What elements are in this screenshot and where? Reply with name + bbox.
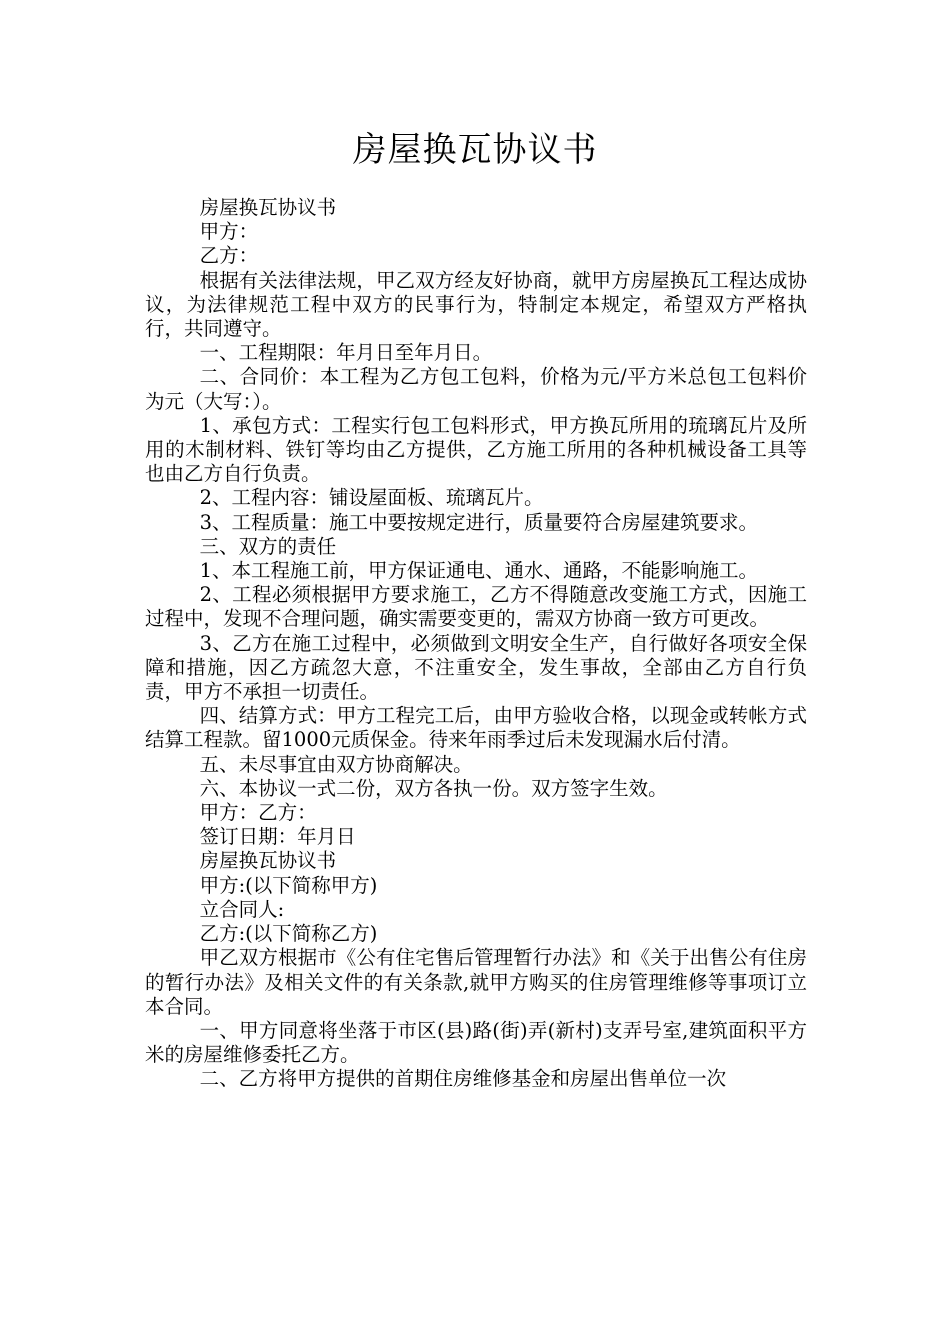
paragraph: 甲方：乙方： xyxy=(199,801,317,825)
paragraph: 二、乙方将甲方提供的首期住房维修基金和房屋出售单位一次 xyxy=(199,1067,727,1091)
paragraph: 根据有关法律法规，甲乙双方经友好协商，就甲方房屋换瓦工程达成协议，为法律规范工程中双方的民事行为，特制定本规定，希望双方严格执行，共同遵守。 xyxy=(145,268,807,341)
paragraph: 房屋换瓦协议书 xyxy=(199,196,337,219)
paragraph: 三、双方的责任 xyxy=(199,534,337,558)
paragraph: 1、本工程施工前，甲方保证通电、通水、通路，不能影响施工。 xyxy=(199,559,759,583)
paragraph: 立合同人: xyxy=(199,897,285,921)
document-body xyxy=(145,196,807,1092)
paragraph: 乙方:(以下简称乙方) xyxy=(199,922,378,946)
paragraph: 签订日期：年月日 xyxy=(199,825,356,849)
paragraph: 甲方:(以下简称甲方) xyxy=(199,873,378,897)
paragraph: 3、乙方在施工过程中，必须做到文明安全生产，自行做好各项安全保障和措施，因乙方疏忽大意，不注重安全，发生事故，全部由乙方自行负责，甲方不承担一切责任。 xyxy=(145,631,807,704)
paragraph: 四、结算方式：甲方工程完工后，由甲方验收合格，以现金或转帐方式结算工程款。留1000元质保金。待来年雨季过后未发现漏水后付清。 xyxy=(145,704,807,752)
paragraph: 甲乙双方根据市《公有住宅售后管理暂行办法》和《关于出售公有住房的暂行办法》及相关文件的有关条款,就甲方购买的住房管理维修等事项订立本合同。 xyxy=(145,946,807,1018)
paragraph: 甲方： xyxy=(199,220,259,244)
paragraph: 二、合同价：本工程为乙方包工包料，价格为元/平方米总包工包料价为元（大写：）。 xyxy=(145,365,807,413)
paragraph: 一、甲方同意将坐落于市区(县)路(街)弄(新村)支弄号室,建筑面积平方米的房屋维修委托乙方。 xyxy=(145,1018,807,1067)
paragraph: 1、承包方式：工程实行包工包料形式，甲方换瓦所用的琉璃瓦片及所用的木制材料、铁钉等均由乙方提供，乙方施工所用的各种机械设备工具等也由乙方自行负责。 xyxy=(145,413,807,486)
paragraph: 一、工程期限：年月日至年月日。 xyxy=(199,341,493,365)
paragraph: 3、工程质量：施工中要按规定进行，质量要符合房屋建筑要求。 xyxy=(199,510,759,534)
paragraph: 房屋换瓦协议书 xyxy=(199,849,337,873)
paragraph: 2、工程内容：铺设屋面板、琉璃瓦片。 xyxy=(199,486,544,510)
document-title: 房屋换瓦协议书 xyxy=(352,130,598,170)
paragraph: 乙方： xyxy=(199,244,259,268)
paragraph: 2、工程必须根据甲方要求施工，乙方不得随意改变施工方式，因施工过程中，发现不合理问题，确实需要变更的，需双方协商一致方可更改。 xyxy=(145,583,807,631)
paragraph: 六、本协议一式二份，双方各执一份。双方签字生效。 xyxy=(199,776,668,800)
paragraph: 五、未尽事宜由双方协商解决。 xyxy=(199,752,473,776)
